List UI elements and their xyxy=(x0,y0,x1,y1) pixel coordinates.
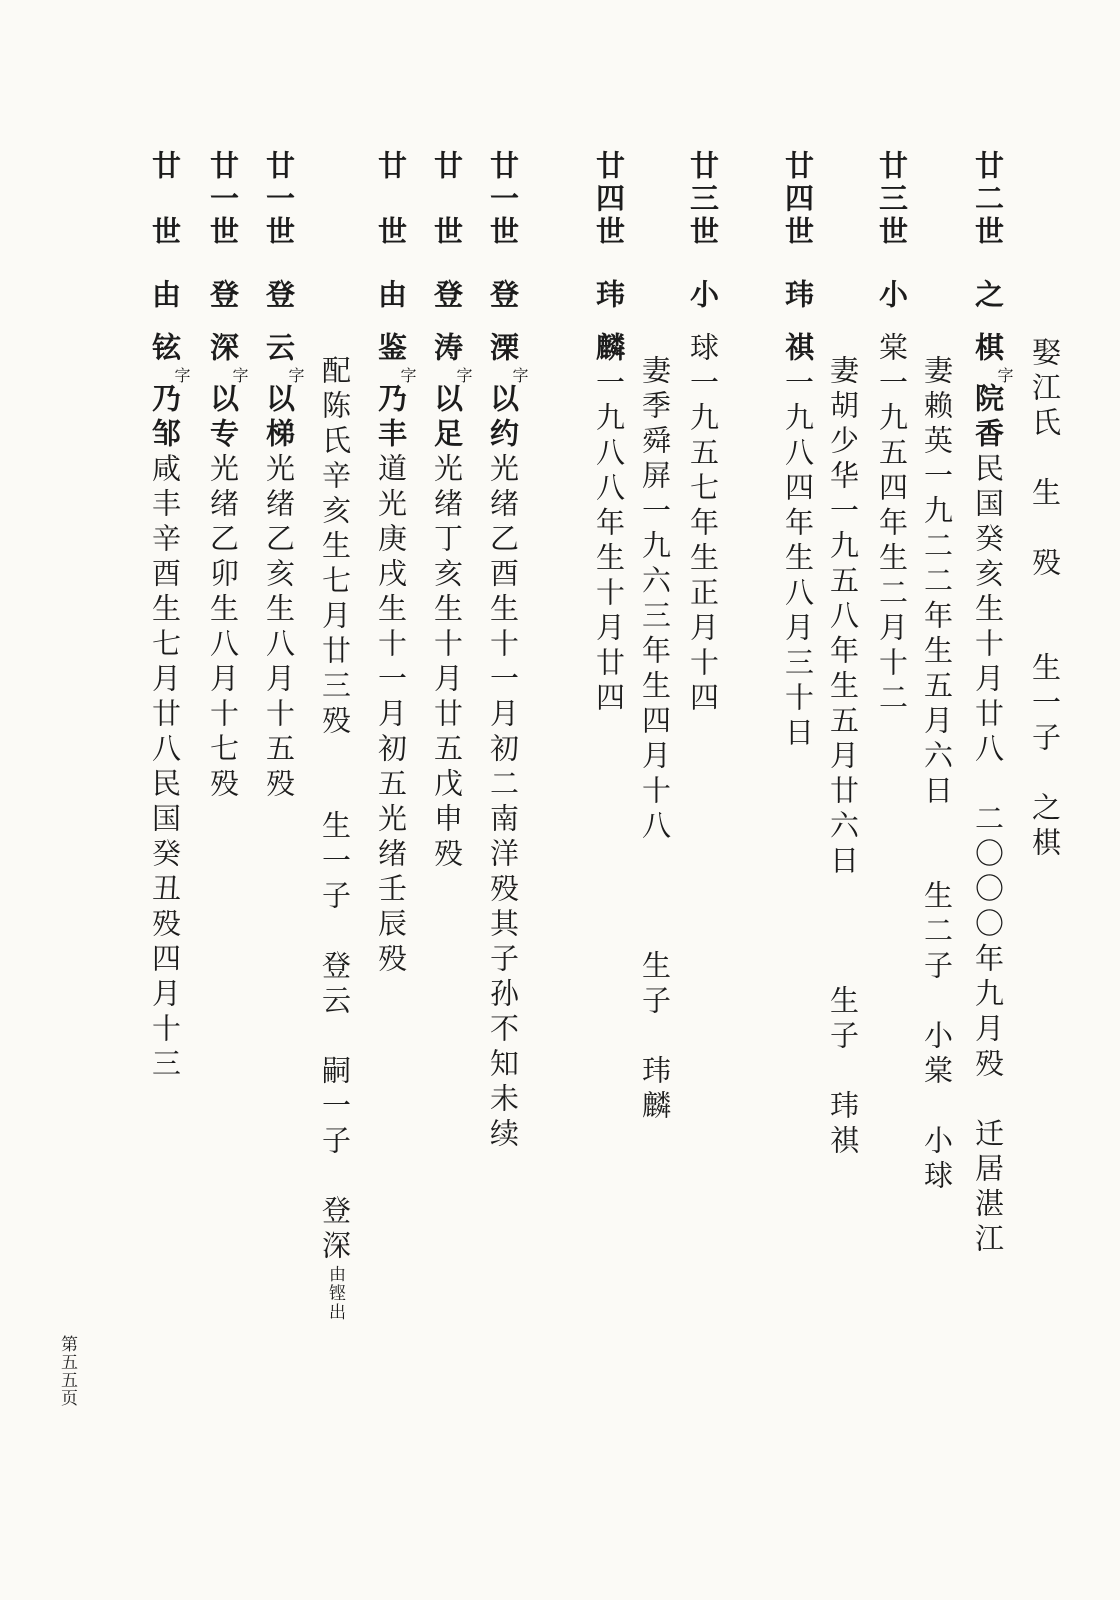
entry-xiaotang xyxy=(875,150,909,717)
surname: 玮 xyxy=(592,279,626,314)
given-name: 棋 xyxy=(971,332,1005,367)
surname: 玮 xyxy=(781,279,815,314)
surname: 由 xyxy=(374,279,408,314)
wife-note-zhiqi xyxy=(1028,337,1062,862)
wife-note-xiaotang xyxy=(826,355,860,1160)
courtesy-name: 乃邹 xyxy=(148,383,182,453)
generation-label: 廿三世 xyxy=(875,150,909,249)
generation-label: 廿一世 xyxy=(206,150,240,249)
given-name: 涛 xyxy=(430,332,464,367)
wife-note-text: 配陈氏辛亥生七月廿三殁 生一子 登云 嗣一子 登深 xyxy=(318,355,352,1265)
wife-note-zhiqi-2 xyxy=(920,355,954,1195)
entry-youjian xyxy=(374,150,417,978)
zi-marker: 字 xyxy=(172,367,191,383)
surname: 登 xyxy=(430,279,464,314)
entry-details: 一九五七年生正月十四 xyxy=(686,367,720,717)
wife-note-text: 妻赖英一九二二年生五月六日 生二子 小棠 小球 xyxy=(920,355,954,1195)
surname: 之 xyxy=(971,279,1005,314)
entry-details: 光绪乙亥生八月十五殁 xyxy=(262,453,296,803)
entry-weiqi xyxy=(781,150,815,752)
wife-note-text: 妻季舜屏一九六三年生四月十八 生子 玮麟 xyxy=(638,355,672,1125)
entry-zhiqi xyxy=(971,150,1014,1258)
zi-marker: 字 xyxy=(995,367,1014,383)
entry-details: 光绪丁亥生十月廿五戊申殁 xyxy=(430,453,464,873)
given-name: 铉 xyxy=(148,332,182,367)
generation-label: 廿一世 xyxy=(262,150,296,249)
zi-marker: 字 xyxy=(454,367,473,383)
given-name: 深 xyxy=(206,332,240,367)
surname: 由 xyxy=(148,279,182,314)
entry-weilin xyxy=(592,150,626,717)
given-name: 溧 xyxy=(486,332,520,367)
generation-label: 廿三世 xyxy=(686,150,720,249)
given-name: 云 xyxy=(262,332,296,367)
courtesy-name: 以约 xyxy=(486,383,520,453)
generation-label: 廿二世 xyxy=(971,150,1005,249)
given-name: 球 xyxy=(686,332,720,367)
given-name: 棠 xyxy=(875,332,909,367)
given-name: 麟 xyxy=(592,332,626,367)
entry-details: 咸丰辛酉生七月廿八民国癸丑殁四月十三 xyxy=(148,453,182,1083)
entry-dengtao xyxy=(430,150,473,873)
courtesy-name: 以专 xyxy=(206,383,240,453)
courtesy-name: 乃丰 xyxy=(374,383,408,453)
courtesy-name: 院香 xyxy=(971,383,1005,453)
generation-label: 廿 世 xyxy=(374,150,408,249)
entry-dengshen xyxy=(206,150,249,803)
surname: 登 xyxy=(206,279,240,314)
entry-youxuan xyxy=(148,150,191,1083)
surname: 登 xyxy=(262,279,296,314)
generation-label: 廿一世 xyxy=(486,150,520,249)
entry-details: 道光庚戌生十一月初五光绪壬辰殁 xyxy=(374,453,408,978)
generation-label: 廿 世 xyxy=(148,150,182,249)
wife-note-youjian xyxy=(318,355,352,1322)
entry-dengli xyxy=(486,150,529,1153)
entry-details: 光绪乙卯生八月十七殁 xyxy=(206,453,240,803)
courtesy-name: 以足 xyxy=(430,383,464,453)
entry-details: 一九八四年生八月三十日 xyxy=(781,367,815,752)
given-name: 祺 xyxy=(781,332,815,367)
wife-note-text: 娶江氏 生 殁 生一子 之棋 xyxy=(1028,337,1062,862)
entry-xiaoqiu xyxy=(686,150,720,717)
generation-label: 廿四世 xyxy=(781,150,815,249)
given-name: 鉴 xyxy=(374,332,408,367)
generation-label: 廿四世 xyxy=(592,150,626,249)
zi-marker: 字 xyxy=(510,367,529,383)
entry-details: 一九五四年生二月十二 xyxy=(875,367,909,717)
zi-marker: 字 xyxy=(398,367,417,383)
adoption-note: 由铿出 xyxy=(325,1265,345,1322)
zi-marker: 字 xyxy=(286,367,305,383)
entry-details: 一九八八年生十月廿四 xyxy=(592,367,626,717)
entry-details: 民国癸亥生十月廿八 二〇〇〇年九月殁 迁居湛江 xyxy=(971,453,1005,1258)
wife-note-xiaoqiu xyxy=(638,355,672,1125)
entry-dengyun xyxy=(262,150,305,803)
entry-details: 光绪乙酉生十一月初二南洋殁其子孙不知未续 xyxy=(486,453,520,1153)
wife-note-text: 妻胡少华一九五八年生五月廿六日 生子 玮祺 xyxy=(826,355,860,1160)
generation-label: 廿 世 xyxy=(430,150,464,249)
zi-marker: 字 xyxy=(230,367,249,383)
surname: 小 xyxy=(686,279,720,314)
page-number: 第五五页 xyxy=(57,1335,77,1407)
surname: 小 xyxy=(875,279,909,314)
surname: 登 xyxy=(486,279,520,314)
courtesy-name: 以梯 xyxy=(262,383,296,453)
